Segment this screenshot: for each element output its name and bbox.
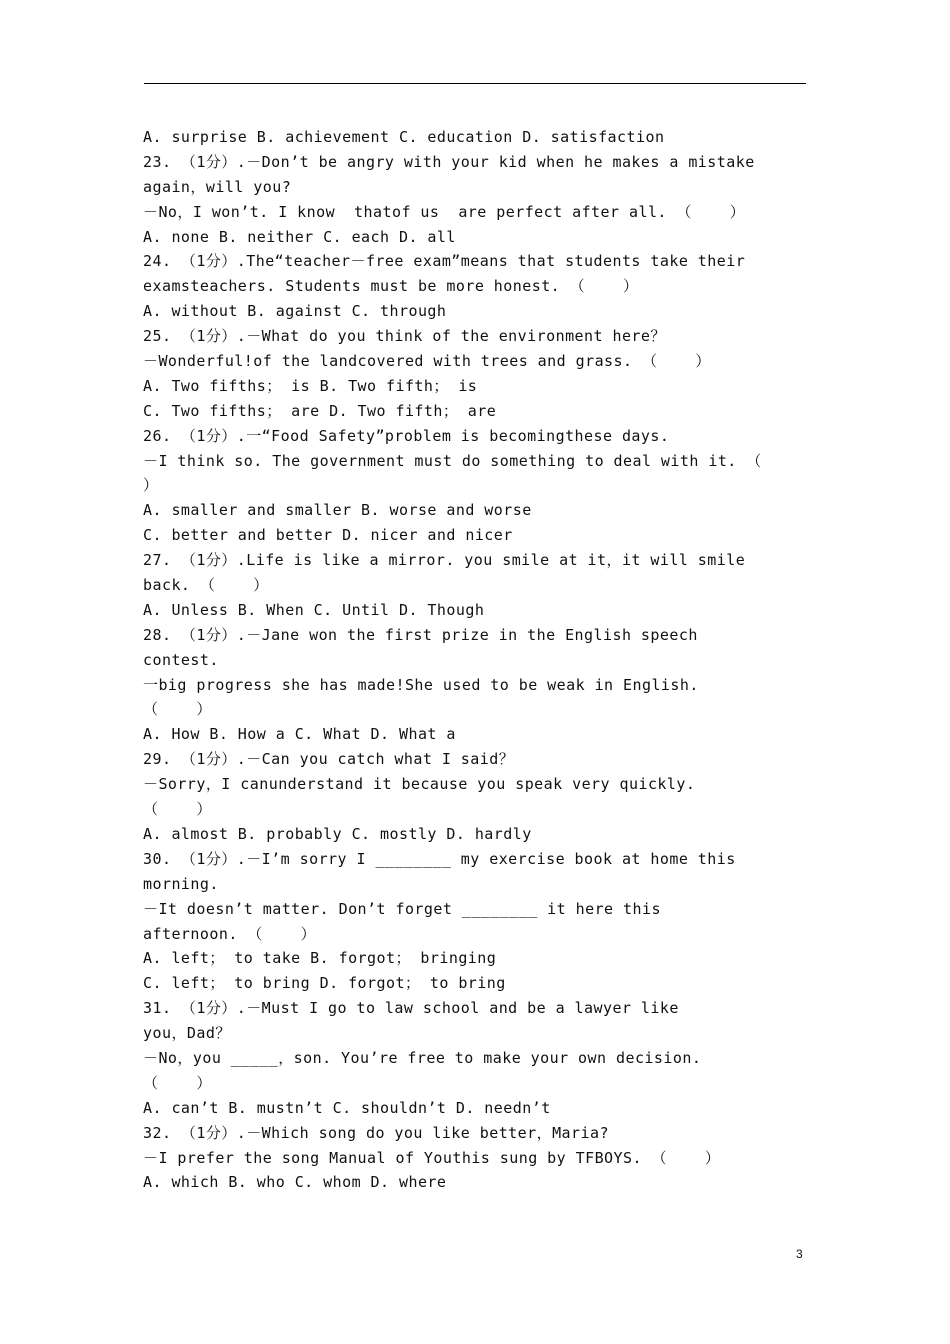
text-line: A. Unless B. When C. Until D. Though [143, 600, 485, 619]
text-line: 一big progress she has made!She used to be weak in English. [143, 675, 699, 694]
text-line: 32. （1分）.－Which song do you like better，Maria? [143, 1123, 609, 1142]
text-line: A. Two fifths； is B. Two fifth； is [143, 376, 478, 395]
text-line: －Wonderful!of the landcovered with trees and grass. （ ） [143, 352, 711, 371]
text-line: A. surprise B. achievement C. education D. satisfaction [143, 128, 665, 146]
text-line: A. which B. who C. whom D. where [143, 1173, 447, 1192]
text-line: morning. [143, 874, 219, 893]
text-line: examsteachers. Students must be more honest. （ ） [143, 277, 639, 296]
text-line: contest. [143, 650, 219, 669]
text-line: 29. （1分）.－Can you catch what I said？ [143, 750, 515, 769]
text-line: A. without B. against C. through [143, 302, 447, 321]
text-line: 23. （1分）.－Don’t be angry with your kid when he makes a mistake [143, 152, 755, 171]
text-line: back. （ ） [143, 576, 269, 595]
text-line: afternoon. （ ） [143, 924, 317, 943]
text-line: C. better and better D. nicer and nicer [143, 526, 513, 545]
text-line: ） [143, 476, 159, 495]
text-line: you，Dad？ [143, 1024, 231, 1043]
text-line: 30. （1分）.－I’m sorry I ________ my exercise book at home this [143, 849, 736, 868]
text-line: （ ） [143, 700, 212, 719]
text-line: C. Two fifths； are D. Two fifth； are [143, 401, 497, 420]
text-line: A. How B. How a C. What D. What a [143, 725, 456, 744]
text-line: A. none B. neither C. each D. all [143, 227, 456, 246]
text-line: 26. （1分）.一“Food Safety”problem is becomingthese days. [143, 426, 670, 445]
text-line: －I prefer the song Manual of Youthis sung by TFBOYS. （ ） [143, 1148, 721, 1167]
text-line: －No，I won’t. I know thatof us are perfect after all. （ ） [143, 202, 746, 221]
text-line: （ ） [143, 800, 212, 819]
text-line: A. smaller and smaller B. worse and worse [143, 501, 532, 520]
text-line: again，will you? [143, 177, 292, 196]
page-number: 3 [796, 1247, 803, 1261]
text-line: A. almost B. probably C. mostly D. hardly [143, 824, 532, 843]
text-line: 28. （1分）.－Jane won the first prize in the English speech [143, 625, 698, 644]
text-line: A. can’t B. mustn’t C. shouldn’t D. needn’t [143, 1098, 551, 1117]
text-line: （ ） [143, 1073, 212, 1092]
text-line: C. left； to bring D. forgot； to bring [143, 974, 506, 993]
text-line: －It doesn’t matter. Don’t forget ________ it here this [143, 899, 661, 918]
text-line: －Sorry，I canunderstand it because you speak very quickly. [143, 775, 696, 794]
text-line: A. left； to take B. forgot； bringing [143, 949, 497, 968]
text-line: －I think so. The government must do something to deal with it. （ [143, 451, 762, 470]
text-line: 24. （1分）.The“teacher－free exam”means that students take their [143, 252, 746, 271]
text-line: －No，you _____，son. You’re free to make your own decision. [143, 1048, 702, 1067]
text-line: 25. （1分）.－What do you think of the environment here？ [143, 327, 666, 346]
question-text-body [143, 125, 823, 1195]
text-line: 31. （1分）.－Must I go to law school and be a lawyer like [143, 999, 679, 1018]
text-line: 27. （1分）.Life is like a mirror. you smile at it，it will smile [143, 551, 746, 570]
header-rule [144, 83, 806, 84]
